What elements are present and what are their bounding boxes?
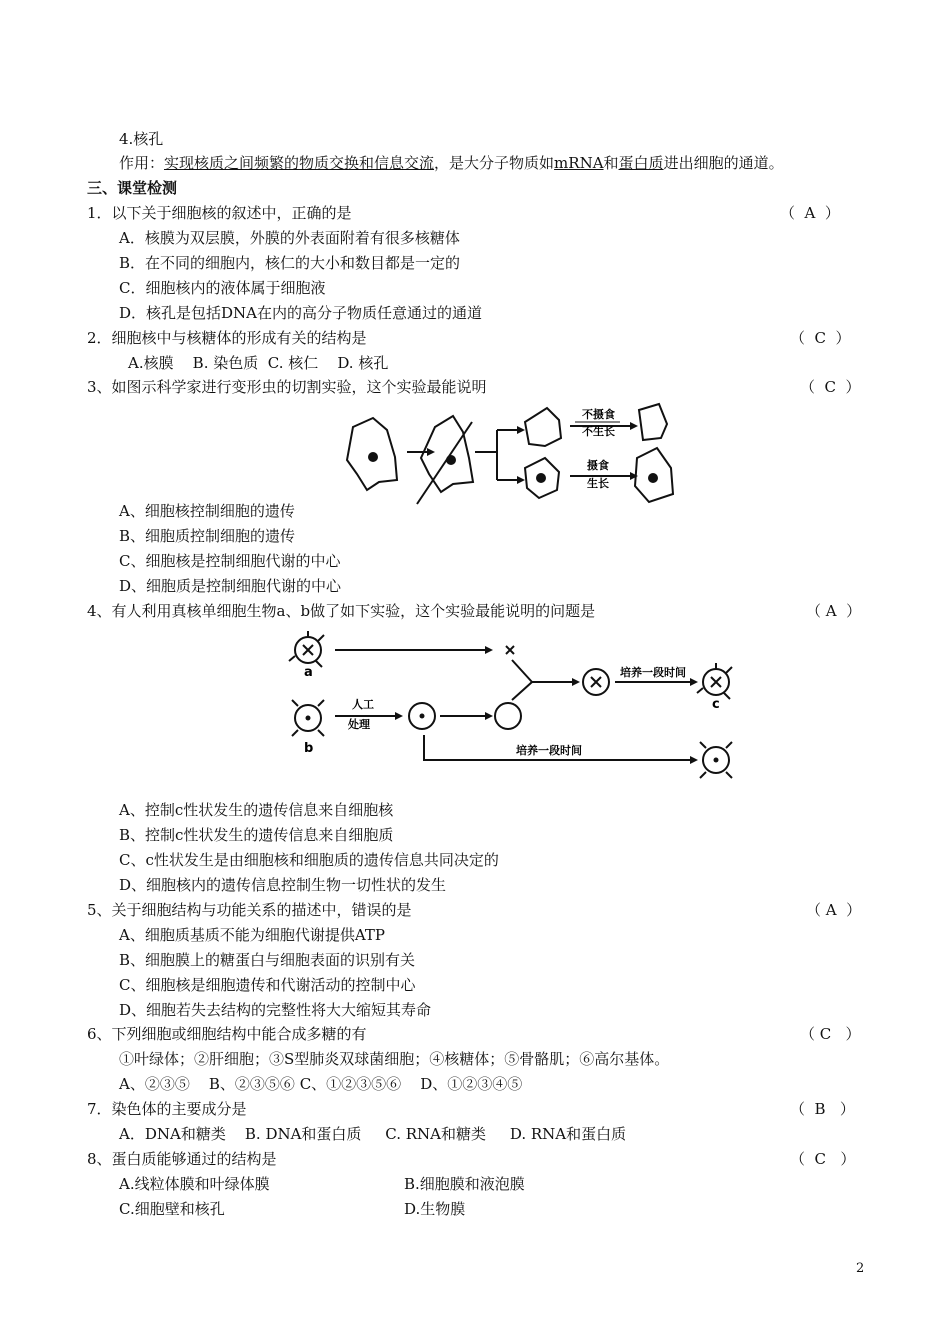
label-c: c: [712, 697, 720, 712]
question-8-option-a: A.线粒体膜和叶绿体膜: [119, 1175, 270, 1193]
arrowhead-1: [427, 448, 435, 456]
question-5-answer: （ A ）: [806, 901, 862, 919]
amoeba-cutting-figure: [335, 402, 680, 514]
question-1-answer: （ A ）: [780, 204, 840, 222]
label-culture-bottom: 培养一段时间: [516, 744, 582, 757]
question-3-answer: （ C ）: [800, 378, 861, 396]
nucleus-3: [536, 473, 546, 483]
question-5-stem: 5、关于细胞结构与功能关系的描述中，错误的是: [87, 901, 412, 919]
question-5-option-a: A、细胞质基质不能为细胞代谢提供ATP: [119, 926, 385, 944]
function-mid: ，是大分子物质如: [434, 154, 555, 172]
arrowhead-branch-top: [517, 426, 525, 434]
question-8-option-d: D.生物膜: [404, 1200, 466, 1218]
question-2-stem: 2．细胞核中与核糖体的形成有关的结构是: [87, 329, 367, 347]
question-3-option-b: B、细胞质控制细胞的遗传: [119, 527, 296, 545]
question-6-answer: （ C ）: [800, 1025, 861, 1043]
label-artificial: 人工: [352, 698, 374, 711]
label-treatment: 处理: [348, 718, 370, 731]
question-5-option-d: D、细胞若失去结构的完整性将大大缩短其寿命: [119, 1001, 432, 1019]
cell-nucleus-transplant-figure: [280, 630, 750, 780]
question-6-items: ①叶绿体；②肝细胞；③S型肺炎双球菌细胞；④核糖体；⑤骨骼肌；⑥高尔基体。: [119, 1050, 670, 1068]
question-4-option-d: D、细胞核内的遗传信息控制生物一切性状的发生: [119, 876, 447, 894]
label-a: a: [304, 665, 313, 680]
question-7-stem: 7．染色体的主要成分是: [87, 1100, 247, 1118]
question-5-option-b: B、细胞膜上的糖蛋白与细胞表面的识别有关: [119, 951, 416, 969]
label-no-eat: 不摄食: [582, 408, 615, 421]
question-8-answer: （ C ）: [790, 1150, 856, 1168]
arrowhead-branch-bottom: [517, 476, 525, 484]
question-8-option-c: C.细胞壁和核孔: [119, 1200, 225, 1218]
cross-reconstructed: [591, 677, 601, 687]
amoeba-result-top: [639, 404, 667, 440]
function-underline-protein: 蛋白质: [618, 154, 664, 172]
question-4-option-c: C、c性状发生是由细胞核和细胞质的遗传信息共同决定的: [119, 851, 499, 869]
question-1-stem: 1．以下关于细胞核的叙述中，正确的是: [87, 204, 352, 222]
function-underline-mrna: mRNA: [554, 154, 604, 172]
cross-c: [711, 677, 721, 687]
label-culture-top: 培养一段时间: [620, 666, 686, 679]
question-3-option-d: D、细胞质是控制细胞代谢的中心: [119, 577, 342, 595]
function-label: 作用：: [119, 154, 165, 172]
cut-line: [417, 422, 472, 504]
question-4-answer: （ A ）: [806, 602, 862, 620]
nucleus-2: [446, 455, 456, 465]
question-1-option-a: A．核膜为双层膜，外膜的外表面附着有很多核糖体: [119, 229, 460, 247]
cell-enucleated: [495, 703, 521, 729]
label-no-grow: 不生长: [582, 425, 615, 438]
arrowhead-top: [630, 422, 638, 430]
question-4-option-a: A、控制c性状发生的遗传信息来自细胞核: [119, 801, 394, 819]
amoeba-anucleate: [525, 408, 561, 446]
question-8-option-b: B.细胞膜和液泡膜: [404, 1175, 525, 1193]
question-2-answer: （ C ）: [790, 329, 851, 347]
question-7-answer: （ B ）: [790, 1100, 855, 1118]
label-grow: 生长: [587, 477, 609, 490]
function-underline-1: 实现核质之间频繁的物质交换和信息交流: [164, 154, 435, 172]
question-7-options: A．DNA和糖类 B. DNA和蛋白质 C. RNA和糖类 D. RNA和蛋白质: [119, 1125, 627, 1143]
function-end: 进出细胞的通道。: [663, 154, 784, 172]
question-5-option-c: C、细胞核是细胞遗传和代谢活动的控制中心: [119, 976, 416, 994]
question-1-option-b: B．在不同的细胞内，核仁的大小和数目都是一定的: [119, 254, 461, 272]
question-8-stem: 8、蛋白质能够通过的结构是: [87, 1150, 277, 1168]
nucleus-1: [368, 452, 378, 462]
nuclear-pore-function: [119, 153, 784, 173]
label-b: b: [304, 741, 314, 756]
question-4-stem: 4、有人利用真核单细胞生物a、b做了如下实验，这个实验最能说明的问题是: [87, 602, 596, 620]
label-eat: 摄食: [587, 459, 609, 472]
question-3-option-a: A、细胞核控制细胞的遗传: [119, 502, 295, 520]
function-and: 和: [603, 154, 619, 172]
item-nuclear-pore: 4.核孔: [119, 130, 164, 148]
question-1-option-d: D．核孔是包括DNA在内的高分子物质任意通过的通道: [119, 304, 483, 322]
question-3-stem: 3、如图示科学家进行变形虫的切割实验，这个实验最能说明: [87, 378, 487, 396]
fusion-lines: [512, 660, 572, 700]
question-4-option-b: B、控制c性状发生的遗传信息来自细胞质: [119, 826, 394, 844]
nucleus-4: [648, 473, 658, 483]
question-2-options: A.核膜 B. 染色质 C. 核仁 D. 核孔: [128, 354, 389, 372]
question-6-stem: 6、下列细胞或细胞结构中能合成多糖的有: [87, 1025, 367, 1043]
cross-mark: [506, 646, 514, 654]
question-3-option-c: C、细胞核是控制细胞代谢的中心: [119, 552, 341, 570]
question-1-option-c: C．细胞核内的液体属于细胞液: [119, 279, 326, 297]
section-title: 三、课堂检测: [87, 179, 178, 197]
question-6-options: A、②③⑤ B、②③⑤⑥ C、①②③⑤⑥ D、①②③④⑤: [119, 1075, 523, 1093]
page-number: 2: [856, 1261, 865, 1276]
cross-a: [303, 645, 313, 655]
